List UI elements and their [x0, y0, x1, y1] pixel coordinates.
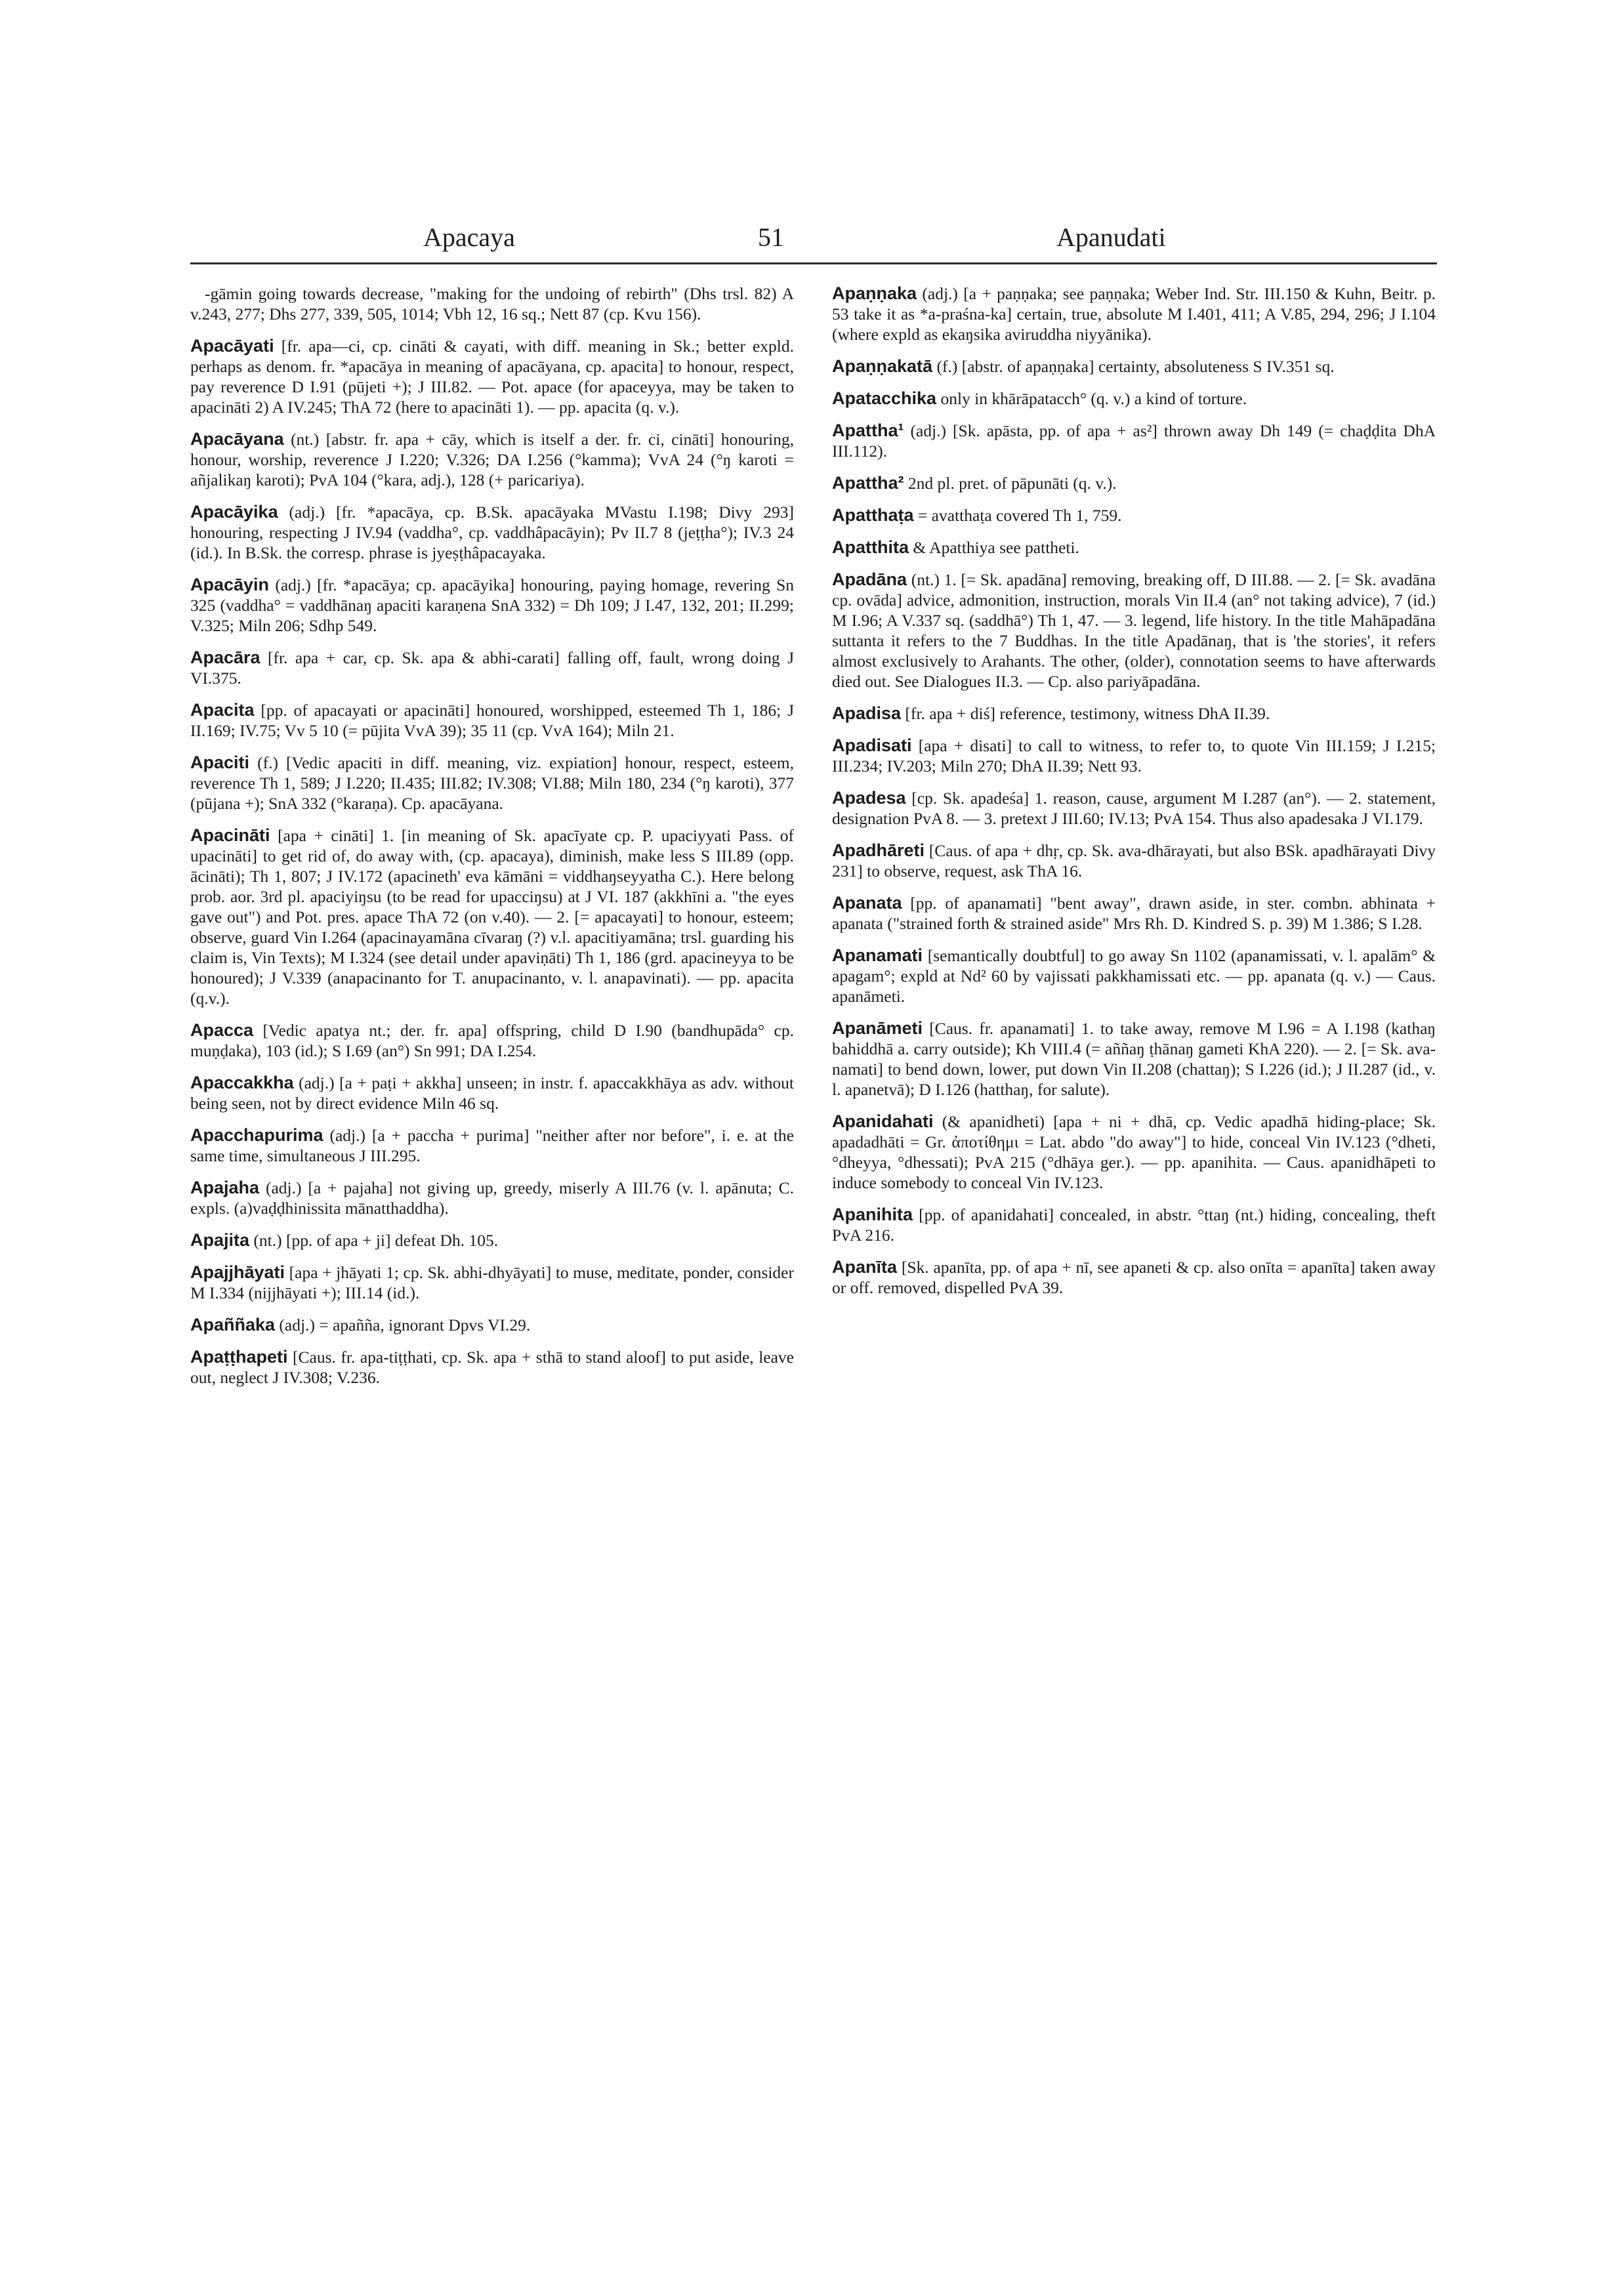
entry-body: [apa + cināti] 1. [in meaning of Sk. apacīyate cp. P. upaciyyati Pass. of upacināti] to get rid of, do away with, (cp. apacaya), diminish, make less S III.89 (opp. ācināti); Th 1, 807; J IV.172 (apacineth' eva kāmāni = viddhaŋseyyatha C.). Here belong prob. aor. 3rd pl. apaciyiŋsu (to be read for upacciŋsu) at J VI. 187 (akkhīni a. "the eyes gave out") and Pot. pres. apace ThA 72 (on v.40). — 2. [= apacayati] to honour, esteem; observe, guard Vin I.264 (apacinayamāna cīvaraŋ (?) v.l. apacitiyamāna; trsl. guarding his claim is, Vin Texts); M I.324 (see detail under apaviṇāti) Th 1, 186 (grd. apacineyya to be honoured); J V.339 (anapacinanto for T. anupacinanto, v. l. anapavinati). — pp. apacita (q.v.). — [190, 826, 794, 1008]
entry-body: [pp. of apanamati] "bent away", drawn aside, in ster. combn. abhinata + apanata ("strained forth & strained aside" Mrs Rh. D. Kindred S. p. 39) M 1.386; S I.28. — [832, 894, 1436, 933]
entry-body: (f.) [abstr. of apaṇṇaka] certainty, absoluteness S IV.351 sq. — [932, 357, 1335, 376]
dictionary-entry — [832, 945, 1436, 1006]
entry-headword: Apacita — [190, 700, 255, 720]
dictionary-entry — [190, 648, 794, 688]
entry-headword: Apadhāreti — [832, 840, 925, 860]
entry-headword: Apattha¹ — [832, 421, 904, 440]
dictionary-entry — [190, 825, 794, 1008]
entry-headword: Apaccakkha — [190, 1073, 294, 1092]
dictionary-entry — [832, 1257, 1436, 1298]
dictionary-entry — [190, 336, 794, 417]
entry-headword: Apanihita — [832, 1205, 913, 1224]
entry-headword: Apacāyika — [190, 502, 278, 522]
entry-body: (adj.) [fr. *apacāya; cp. apacāyika] honouring, paying homage, revering Sn 325 (vaddha° = vaddhānaŋ apaciti karaṇena SnA 332) = Dh 109; J I.47, 132, 201; II.299; V.325; Miln 206; Sdhp 549. — [190, 575, 794, 635]
dictionary-entry — [832, 735, 1436, 776]
entry-body: [fr. apa + car, cp. Sk. apa & abhi-carati] falling off, fault, wrong doing J VI.375. — [190, 648, 794, 688]
dictionary-entry — [190, 700, 794, 741]
entry-body: (adj.) [a + pajaha] not giving up, greedy, miserly A III.76 (v. l. apānuta; C. expls. (a)vaḍḍhinissita mānatthaddha). — [190, 1178, 794, 1218]
dictionary-entry — [832, 893, 1436, 934]
entry-body: [Caus. of apa + dhṛ, cp. Sk. ava-dhārayati, but also BSk. apadhārayati Divy 231] to observe, request, ask ThA 16. — [832, 841, 1436, 880]
entry-headword: Apadisati — [832, 735, 912, 755]
entry-body: only in khārāpatacch° (q. v.) a kind of torture. — [936, 389, 1247, 408]
dictionary-entry — [190, 283, 794, 324]
entry-body: (adj.) [a + paccha + purima] "neither after nor before", i. e. at the same time, simultaneous J III.295. — [190, 1126, 794, 1165]
dictionary-entry — [832, 388, 1436, 409]
left-column — [190, 283, 794, 1399]
page-number: 51 — [758, 222, 784, 252]
dictionary-entry — [832, 421, 1436, 461]
dictionary-entry — [832, 473, 1436, 493]
entry-body: [Vedic apatya nt.; der. fr. apa] offspring, child D I.90 (bandhupāda° cp. muṇḍaka), 103 (id.); S I.69 (an°) Sn 991; DA I.254. — [190, 1021, 794, 1060]
dictionary-entry — [832, 569, 1436, 692]
entry-headword: Apanidahati — [832, 1111, 934, 1131]
entry-body: [pp. of apanidahati] concealed, in abstr. °ttaŋ (nt.) hiding, concealing, theft PvA 216. — [832, 1205, 1436, 1245]
entry-headword: Apajjhāyati — [190, 1262, 285, 1282]
dictionary-entry — [190, 1125, 794, 1166]
entry-headword: Apaṭṭhapeti — [190, 1347, 288, 1367]
dictionary-entry — [190, 502, 794, 563]
entry-headword: Apacāyana — [190, 429, 284, 449]
entry-body: [apa + jhāyati 1; cp. Sk. abhi-dhyāyati] to muse, meditate, ponder, consider M I.334 (nijjhāyati +); III.14 (id.). — [190, 1263, 794, 1302]
dictionary-entry — [190, 753, 794, 814]
entry-body: (nt.) [pp. of apa + ji] defeat Dh. 105. — [249, 1231, 499, 1250]
entry-headword: Apadesa — [832, 788, 906, 808]
entry-body: (adj.) = apañña, ignorant Dpvs VI.29. — [275, 1315, 531, 1334]
entry-headword: Apacāyin — [190, 575, 270, 594]
right-column — [832, 283, 1436, 1310]
running-head-left: Apacaya — [423, 222, 515, 252]
entry-headword: Apanāmeti — [832, 1018, 923, 1038]
entry-body: (nt.) 1. [= Sk. apadāna] removing, breaking off, D III.88. — 2. [= Sk. avadāna cp. ovāda] advice, admonition, instruction, morals Vin II.4 (an° not taking advice), 7 (id.) M I.96; A V.337 sq. (saddhā°) Th 1, 47. — 3. legend, life history. In the title Mahāpadāna suttanta it refers to the 7 Buddhas. In the title Apadānaŋ, that is 'the stories', it refers almost exclusively to Arahants. The other, (older), connotation seems to have afterwards died out. See Dialogues II.3. — Cp. also pariyāpadāna. — [832, 570, 1436, 691]
dictionary-entry — [190, 1315, 794, 1335]
entry-headword: Apadisa — [832, 703, 902, 723]
page-header — [190, 222, 1437, 268]
entry-headword: Apadāna — [832, 569, 907, 589]
entry-body: [pp. of apacayati or apacināti] honoured, worshipped, esteemed Th 1, 186; J II.169; IV.75; Vv 5 10 (= pūjita VvA 39); 35 11 (cp. VvA 164); Miln 21. — [190, 701, 794, 740]
dictionary-entry — [190, 1073, 794, 1113]
entry-body: & Apatthiya see pattheti. — [909, 538, 1079, 557]
entry-body: -gāmin going towards decrease, "making for the undoing of rebirth" (Dhs trsl. 82) A v.243, 277; Dhs 277, 339, 505, 1014; Vbh 12, 16 sq.; Nett 87 (cp. Kvu 156). — [190, 284, 794, 323]
entry-body: (f.) [Vedic apaciti in diff. meaning, viz. expiation] honour, respect, esteem, reverence Th 1, 589; J I.220; II.435; III.82; IV.308; VI.88; Miln 180, 234 (°ŋ karoti), 377 (pūjana +); SnA 332 (°karaṇa). Cp. apacāyana. — [190, 753, 794, 813]
entry-headword: Apajita — [190, 1230, 250, 1250]
running-head-right: Apanudati — [1056, 222, 1166, 252]
dictionary-entry — [190, 1020, 794, 1061]
entry-body: [fr. apa—ci, cp. cināti & cayati, with diff. meaning in Sk.; better expld. perhaps as denom. fr. *apacāya in meaning of apacāyana, cp. apacita] to honour, respect, pay reverence D I.91 (pūjeti +); J III.82. — Pot. apace (for apaceyya, may be taken to apacināti 2) A IV.245; ThA 72 (here to apacināti 1). — pp. apacita (q. v.). — [190, 337, 794, 417]
dictionary-entry — [832, 840, 1436, 881]
entry-body: [Caus. fr. apanamati] 1. to take away, remove M I.96 = A I.198 (kathaŋ bahiddhā a. carry outside); Kh VIII.4 (= aññaŋ ṭhānaŋ gameti KhA 220). — 2. [= Sk. ava-namati] to bend down, lower, put down Vin II.208 (chattaŋ); S I.226 (id.); J II.287 (id., v. l. apanetvā); D I.126 (hatthaŋ, for salute). — [832, 1019, 1436, 1099]
entry-headword: Apacāra — [190, 648, 260, 667]
entry-headword: Apaciti — [190, 753, 250, 772]
entry-body: (adj.) [Sk. apāsta, pp. of apa + as²] thrown away Dh 149 (= chaḍḍita DhA III.112). — [832, 421, 1436, 461]
dictionary-entry — [832, 1205, 1436, 1245]
entry-body: (adj.) [fr. *apacāya, cp. B.Sk. apacāyaka MVastu I.198; Divy 293] honouring, respecting J IV.94 (vaddha°, cp. vaddhâpacāyin); Pv II.7 8 (jeṭṭha°); IV.3 24 (id.). In B.Sk. the corresp. phrase is jyeṣṭhâpacayaka. — [190, 503, 794, 562]
entry-headword: Apatacchika — [832, 388, 937, 408]
dictionary-entry — [832, 283, 1436, 344]
dictionary-entry — [190, 1178, 794, 1218]
entry-body: [Sk. apanīta, pp. of apa + nī, see apaneti & cp. also onīta = apanīta] taken away or off. removed, dispelled PvA 39. — [832, 1258, 1436, 1297]
header-rule — [190, 262, 1437, 264]
dictionary-entry — [832, 788, 1436, 829]
dictionary-entry — [832, 537, 1436, 558]
entry-body: [apa + disati] to call to witness, to refer to, to quote Vin III.159; J I.215; III.234; IV.203; Miln 270; DhA II.39; Nett 93. — [832, 736, 1436, 775]
entry-headword: Apaṇṇaka — [832, 283, 917, 303]
dictionary-entry — [832, 356, 1436, 377]
dictionary-entry — [832, 505, 1436, 526]
entry-headword: Apanamati — [832, 945, 923, 965]
dictionary-entry — [190, 1262, 794, 1303]
entry-headword: Apacināti — [190, 825, 270, 845]
dictionary-entry — [190, 429, 794, 490]
entry-body: = avatthaṭa covered Th 1, 759. — [913, 506, 1122, 525]
entry-headword: Apacca — [190, 1020, 254, 1040]
dictionary-entry — [190, 1230, 794, 1251]
entry-body: [cp. Sk. apadeśa] 1. reason, cause, argument M I.287 (an°). — 2. statement, designation PvA 8. — 3. pretext J III.60; IV.13; PvA 154. Thus also apadesaka J VI.179. — [832, 789, 1436, 828]
entry-headword: Apaññaka — [190, 1315, 276, 1334]
entry-headword: Apatthita — [832, 537, 909, 557]
entry-body: [Caus. fr. apa-tiṭṭhati, cp. Sk. apa + sthā to stand aloof] to put aside, leave out, neglect J IV.308; V.236. — [190, 1348, 794, 1387]
dictionary-entry — [190, 575, 794, 636]
dictionary-entry — [832, 1111, 1436, 1193]
entry-headword: Apacāyati — [190, 336, 274, 356]
dictionary-entry — [832, 703, 1436, 724]
entry-headword: Apajaha — [190, 1178, 260, 1197]
entry-headword: Apatthaṭa — [832, 505, 914, 525]
entry-headword: Apanata — [832, 893, 902, 913]
entry-body: (& apanidheti) [apa + ni + dhā, cp. Vedic apadhā hiding-place; Sk. apadadhāti = Gr. ἀποτίθημι = Lat. abdo "do away"] to hide, conceal Vin IV.123 (°dheti, °dheyya, °dhessati); PvA 215 (°dhāya ger.). — pp. apanihita. — Caus. apanidhāpeti to induce somebody to conceal Vin IV.123. — [832, 1112, 1436, 1192]
entry-body: 2nd pl. pret. of pāpunāti (q. v.). — [904, 474, 1117, 493]
entry-headword: Apacchapurima — [190, 1125, 323, 1145]
entry-body: (nt.) [abstr. fr. apa + cāy, which is itself a der. fr. ci, cināti] honouring, honour, worship, reverence J I.220; V.326; DA I.256 (°kamma); VvA 24 (°ŋ karoti = añjalikaŋ karoti); PvA 104 (°kara, adj.), 128 (+ paricariya). — [190, 430, 794, 489]
entry-headword: Apaṇṇakatā — [832, 356, 933, 376]
entry-body: [semantically doubtful] to go away Sn 1102 (apanamissati, v. l. apalām° & apagam°; expld at Nd² 60 by vajissati pakkhamissati etc. — pp. apanata (q. v.) — Caus. apanāmeti. — [832, 946, 1436, 1006]
entry-body: [fr. apa + diś] reference, testimony, witness DhA II.39. — [901, 704, 1270, 723]
entry-headword: Apattha² — [832, 473, 904, 493]
entry-body: (adj.) [a + paṇṇaka; see paṇṇaka; Weber Ind. Str. III.150 & Kuhn, Beitr. p. 53 take it as *a-praśna-ka] certain, true, absolute M I.401, 411; A V.85, 294, 296; J I.104 (where expld as ekaŋsika aviruddha niyyānika). — [832, 284, 1436, 344]
dictionary-entry — [190, 1347, 794, 1388]
entry-headword: Apanīta — [832, 1257, 898, 1277]
dictionary-entry — [832, 1018, 1436, 1100]
entry-body: (adj.) [a + paṭi + akkha] unseen; in instr. f. apaccakkhāya as adv. without being seen, not by direct evidence Miln 46 sq. — [190, 1073, 794, 1113]
